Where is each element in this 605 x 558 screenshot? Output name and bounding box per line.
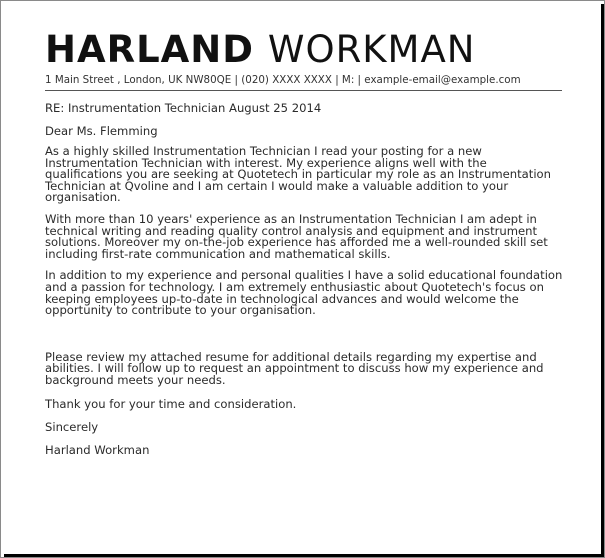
contact-line: 1 Main Street , London, UK NW80QE | (020) XXXX XXXX | M: | example-email@example.com xyxy=(45,74,521,86)
signature-name: Harland Workman xyxy=(45,442,150,457)
re-line: RE: Instrumentation Technician August 25 2014 xyxy=(45,101,322,115)
paragraph-4: Please review my attached resume for additional details regarding my expertise and abilities. I will follow up to request an appointment to discuss how my experience and background meets your needs. xyxy=(45,349,544,387)
paragraph-3: In addition to my experience and personal qualities I have a solid educational foundation and a passion for technology. I am extremely enthusiastic about Quotetech's focus on keeping employees up-to-date in technological advances and would welcome the opportunity to contribute to your organisation. xyxy=(45,268,563,318)
applicant-name xyxy=(45,28,565,72)
closing: Sincerely xyxy=(45,419,99,434)
paragraph-2: With more than 10 years' experience as an Instrumentation Technician I am adept in technical writing and reading quality control analysis and equipment and instrument solutions. Moreover my on-the-job experience has afforded me a well-rounded skill set including first-rate communication and mathematical skills. xyxy=(45,211,548,261)
thanks-line: Thank you for your time and consideration. xyxy=(45,396,297,411)
paragraph-1: As a highly skilled Instrumentation Technician I read your posting for a new Instrumentation Technician with interest. My experience aligns well with the qualifications you are seeking at Quotetech in particular my role as an Instrumentation Technician at Qvoline and I am certain I would make a valuable addition to your organisation. xyxy=(45,144,551,205)
salutation: Dear Ms. Flemming xyxy=(45,124,158,138)
cover-letter xyxy=(45,28,565,457)
header-divider xyxy=(45,90,562,91)
last-name: WORKMAN xyxy=(267,28,476,71)
first-name: HARLAND xyxy=(45,28,254,71)
